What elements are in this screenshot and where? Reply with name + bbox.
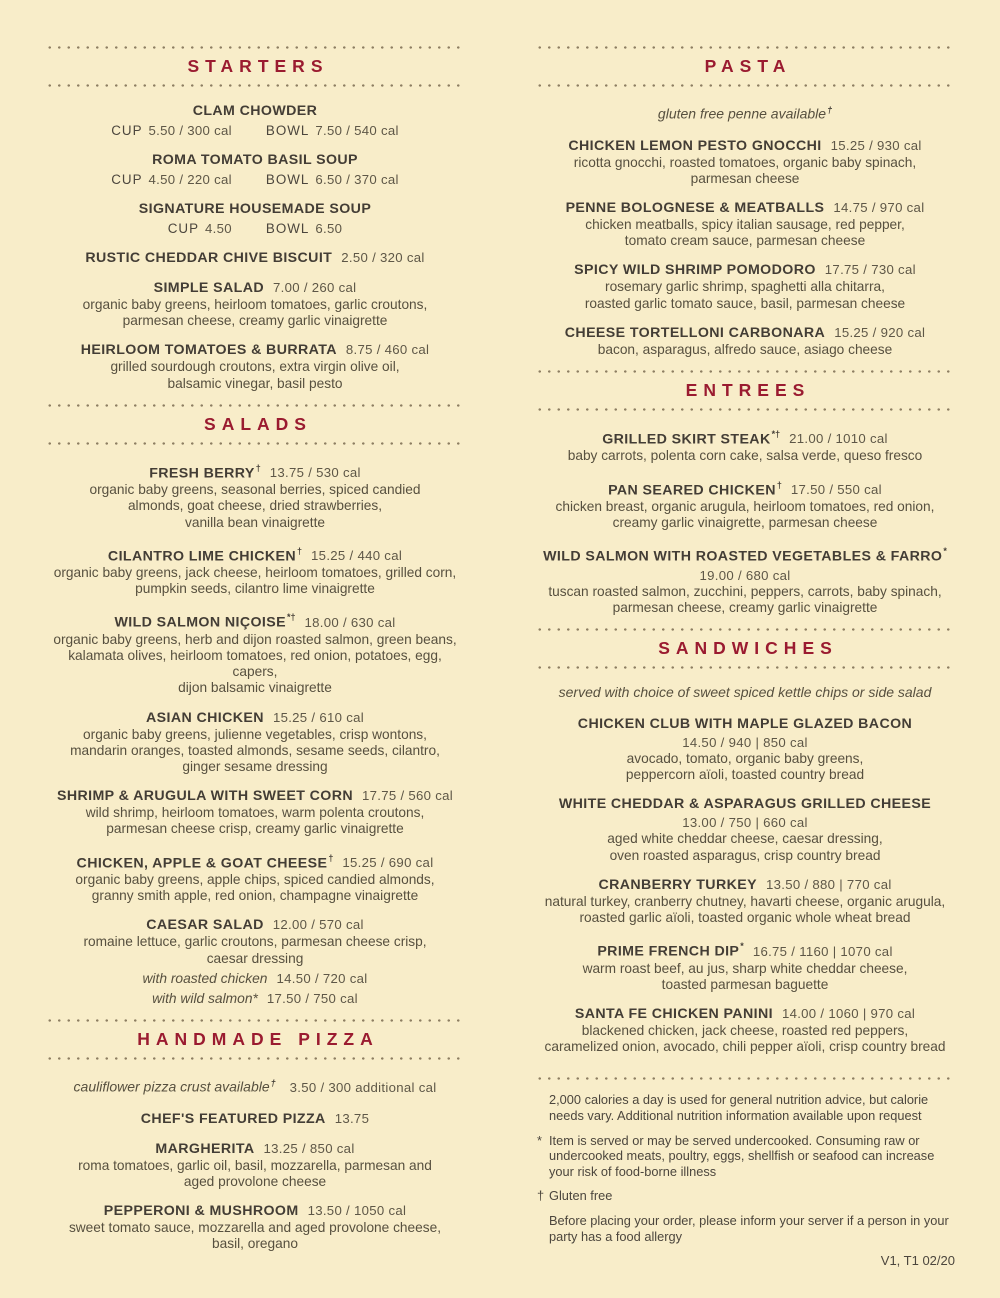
item-price: 16.75 / 1160 | 1070 cal: [752, 943, 893, 959]
menu-item: [535, 324, 955, 358]
item-price: 14.75 / 970 cal: [833, 200, 925, 216]
menu-item: [45, 102, 465, 139]
size-price: 6.50: [315, 221, 343, 236]
item-name: PAN SEARED CHICKEN: [608, 481, 776, 498]
item-description-line: organic baby greens, apple chips, spiced candied almonds,: [75, 871, 435, 887]
item-footnote-mark: †: [297, 545, 303, 556]
size-price: 4.50 / 220 cal: [148, 172, 232, 187]
item-description-line: ginger sesame dressing: [182, 759, 328, 775]
item-description-line: natural turkey, cranberry chutney, havarti cheese, organic arugula,: [544, 893, 946, 909]
menu-item: [535, 543, 955, 616]
item-description-line: pumpkin seeds, cilantro lime vinaigrette: [135, 581, 375, 597]
item-name: SHRIMP & ARUGULA WITH SWEET CORN: [56, 788, 353, 805]
footnote: [535, 1213, 955, 1244]
item-price: 13.25 / 850 cal: [263, 1140, 355, 1156]
item-description-line: romaine lettuce, garlic croutons, parmesan cheese crisp,: [83, 934, 427, 950]
item-name: PEPPERONI & MUSHROOM: [103, 1203, 299, 1220]
item-name: WHITE CHEDDAR & ASPARAGUS GRILLED CHEESE: [558, 796, 932, 813]
item-price: 17.50 / 550 cal: [790, 481, 882, 497]
item-description-line: sweet tomato sauce, mozzarella and aged provolone cheese,: [68, 1220, 442, 1236]
section-title: STARTERS: [187, 56, 329, 76]
item-headline: [535, 261, 955, 279]
item-name: CHEESE TORTELLONI CARBONARA: [564, 324, 826, 341]
item-description-line: aged provolone cheese: [183, 1174, 327, 1190]
column-left: [45, 46, 465, 1268]
item-headline: [535, 1005, 955, 1023]
item-description-line: chicken meatballs, spicy italian sausage, red pepper,: [585, 217, 905, 233]
dotted-rule: [535, 46, 955, 49]
item-price: 15.25 / 920 cal: [834, 324, 926, 340]
item-description-line: baby carrots, polenta corn cake, salsa verde, queso fresco: [567, 448, 923, 464]
item-name: PENNE BOLOGNESE & MEATBALLS: [565, 200, 825, 217]
size-option: [266, 122, 399, 139]
item-price: 13.50 / 1050 cal: [307, 1203, 407, 1219]
item-price-line: 14.50 / 940 | 850 cal: [682, 735, 808, 751]
section-header: [535, 46, 955, 87]
menu-item: [535, 199, 955, 249]
item-description-line: roma tomatoes, garlic oil, basil, mozzarella, parmesan and: [78, 1157, 432, 1173]
item-description-line: wild shrimp, heirloom tomatoes, warm polenta croutons,: [85, 805, 425, 821]
section-header: [535, 628, 955, 669]
item-description-line: almonds, goat cheese, dried strawberries,: [127, 498, 383, 514]
item-name: SANTA FE CHICKEN PANINI: [574, 1006, 773, 1023]
section-title: HANDMADE PIZZA: [137, 1029, 379, 1050]
item-price: 2.50 / 320 cal: [341, 250, 425, 265]
item-description-line: rosemary garlic shrimp, spaghetti alla chitarra,: [605, 279, 885, 295]
item-price: 17.75 / 560 cal: [361, 788, 454, 804]
menu-section: [535, 370, 955, 616]
footer-notes: [535, 1077, 955, 1268]
menu-item: [535, 795, 955, 863]
footnote: [535, 1133, 955, 1180]
item-description-line: ricotta gnocchi, roasted tomatoes, organic baby spinach,: [573, 154, 917, 170]
section-note-mark: †: [827, 105, 833, 115]
item-footnote-mark: †: [255, 462, 261, 473]
item-headline: [45, 460, 465, 482]
section-header: [45, 404, 465, 445]
item-footnote-mark: *: [943, 546, 947, 557]
item-description-line: parmesan cheese crisp, creamy garlic vinaigrette: [106, 821, 404, 837]
footnote-text: 2,000 calories a day is used for general nutrition advice, but calorie needs vary. Additional nutrition information available upon request: [549, 1092, 929, 1124]
dotted-rule: [45, 1057, 465, 1060]
item-description-line: vanilla bean vinaigrette: [184, 514, 325, 530]
option-price: 14.50 / 720 cal: [276, 970, 368, 986]
menu-item: [45, 609, 465, 696]
menu-item: [535, 426, 955, 465]
item-description-line: parmesan cheese, creamy garlic vinaigrette: [612, 599, 878, 615]
item-headline: [535, 137, 955, 155]
size-label: BOWL: [265, 221, 310, 236]
item-description-line: creamy garlic vinaigrette, parmesan cheese: [612, 515, 878, 531]
menu-section: [45, 1019, 465, 1252]
item-footnote-mark: *†: [771, 429, 781, 440]
section-note: [535, 102, 955, 123]
item-description-line: chicken breast, organic arugula, heirloom tomatoes, red onion,: [555, 498, 935, 514]
item-size-options: [45, 171, 465, 188]
item-headline: [45, 916, 465, 934]
item-description-line: oven roasted asparagus, crisp country bread: [609, 847, 881, 863]
item-price: 12.00 / 570 cal: [272, 917, 364, 933]
menu-item: [45, 249, 465, 267]
menu-item: [45, 787, 465, 837]
menu-item: [45, 1140, 465, 1190]
size-option: [111, 171, 232, 188]
item-description-line: blackened chicken, jack cheese, roasted red peppers,: [581, 1023, 909, 1039]
item-price: 8.75 / 460 cal: [345, 342, 430, 358]
item-headline: [535, 477, 955, 499]
section-note: [45, 1075, 465, 1096]
item-description-line: organic baby greens, herb and dijon roasted salmon, green beans,: [53, 631, 457, 647]
item-description-line: grilled sourdough croutons, extra virgin olive oil,: [110, 359, 400, 375]
item-price-line: 19.00 / 680 cal: [699, 567, 791, 583]
item-description-line: organic baby greens, jack cheese, heirloom tomatoes, grilled corn,: [53, 565, 457, 581]
item-description-line: kalamata olives, heirloom tomatoes, red onion, potatoes, egg, capers,: [68, 648, 442, 680]
footnote: [535, 1092, 955, 1123]
item-footnote-mark: *: [740, 941, 744, 952]
item-description-line: roasted garlic aïoli, toasted organic whole wheat bread: [579, 910, 911, 926]
dotted-rule: [535, 370, 955, 373]
item-headline: [45, 102, 465, 120]
item-headline: [535, 543, 955, 565]
item-price: 15.25 / 440 cal: [311, 548, 403, 564]
menu-item: [535, 261, 955, 311]
dotted-rule: [45, 404, 465, 407]
item-headline: [45, 151, 465, 169]
item-price: 13.50 / 880 | 770 cal: [765, 876, 892, 892]
item-name: SIGNATURE HOUSEMADE SOUP: [138, 201, 372, 217]
footnote: [535, 1188, 955, 1204]
item-name: WILD SALMON NIÇOISE: [114, 614, 286, 631]
item-headline: [45, 1140, 465, 1158]
item-description-line: bacon, asparagus, alfredo sauce, asiago cheese: [597, 341, 893, 357]
size-price: 6.50 / 370 cal: [315, 172, 399, 187]
footnote-text: Gluten free: [549, 1188, 613, 1204]
item-price: 13.75: [334, 1110, 370, 1126]
item-headline: [45, 850, 465, 872]
menu-item: [45, 151, 465, 188]
menu-item: [535, 477, 955, 532]
menu-item: [45, 1110, 465, 1128]
item-name: MARGHERITA: [155, 1140, 255, 1157]
dotted-rule: [45, 46, 465, 49]
item-name: ASIAN CHICKEN: [146, 709, 264, 726]
dotted-rule: [45, 1019, 465, 1022]
footnote-marker: [537, 1213, 549, 1244]
menu-item: [45, 850, 465, 905]
item-description-line: parmesan cheese: [690, 170, 800, 186]
item-name: SIMPLE SALAD: [153, 280, 265, 296]
footnote-text: Before placing your order, please inform your server if a person in your party has a food allergy: [549, 1213, 949, 1244]
item-name: CHICKEN LEMON PESTO GNOCCHI: [568, 137, 822, 154]
item-description-line: organic baby greens, heirloom tomatoes, garlic croutons,: [82, 297, 428, 312]
item-headline: [535, 426, 955, 448]
item-description-line: tuscan roasted salmon, zucchini, peppers, carrots, baby spinach,: [548, 583, 942, 599]
item-name: CHEF'S FEATURED PIZZA: [140, 1110, 326, 1127]
menu-item: [45, 200, 465, 237]
section-note-mark: †: [270, 1078, 276, 1089]
item-headline: [45, 1110, 465, 1128]
footnote-marker: *: [537, 1132, 542, 1148]
menu-item: [45, 543, 465, 598]
dotted-rule: [535, 1077, 955, 1080]
item-headline: [535, 876, 955, 894]
section-note-text: gluten free penne available: [657, 105, 827, 122]
item-description-line: granny smith apple, red onion, champagne vinaigrette: [91, 888, 419, 904]
section-note-price: 3.50 / 300 additional cal: [289, 1079, 437, 1095]
item-option: [45, 971, 465, 987]
item-description-line: roasted garlic tomato sauce, basil, parmesan cheese: [584, 295, 906, 311]
footnote-marker: †: [537, 1188, 545, 1204]
item-name: CLAM CHOWDER: [192, 103, 318, 119]
option-price: 17.50 / 750 cal: [266, 990, 358, 1006]
item-price: 17.75 / 730 cal: [824, 262, 916, 278]
menu-item: [535, 1005, 955, 1055]
item-headline: [45, 200, 465, 218]
size-price: 5.50 / 300 cal: [148, 123, 232, 138]
item-description-line: organic baby greens, seasonal berries, spiced candied: [89, 482, 421, 498]
item-size-options: [45, 122, 465, 139]
option-label: with roasted chicken: [142, 970, 268, 986]
item-name: RUSTIC CHEDDAR CHIVE BISCUIT: [85, 250, 333, 266]
size-option: [168, 220, 232, 237]
menu-section: [45, 46, 465, 392]
item-description-line: warm roast beef, au jus, sharp white cheddar cheese,: [582, 960, 908, 976]
item-footnote-mark: †: [328, 852, 334, 863]
item-price: 15.25 / 610 cal: [272, 709, 364, 725]
item-description-line: aged white cheddar cheese, caesar dressing,: [607, 831, 883, 847]
section-header: [535, 370, 955, 411]
item-headline: [45, 341, 465, 359]
item-price: 14.00 / 1060 | 970 cal: [781, 1006, 916, 1022]
item-description-line: tomato cream sauce, parmesan cheese: [624, 233, 866, 249]
item-name: GRILLED SKIRT STEAK: [602, 431, 771, 448]
item-name: CAESAR SALAD: [146, 917, 264, 934]
item-description-line: caesar dressing: [206, 950, 304, 966]
size-label: BOWL: [265, 172, 310, 187]
section-note: [535, 684, 955, 701]
item-price: 7.00 / 260 cal: [273, 280, 357, 295]
item-name: ROMA TOMATO BASIL SOUP: [152, 152, 358, 168]
item-name: CHICKEN, APPLE & GOAT CHEESE: [76, 854, 328, 871]
item-headline: [535, 715, 955, 733]
item-footnote-mark: †: [776, 479, 782, 490]
item-description-line: avocado, tomato, organic baby greens,: [626, 751, 864, 767]
item-size-options: [45, 220, 465, 237]
item-name: HEIRLOOM TOMATOES & BURRATA: [80, 342, 337, 359]
size-option: [266, 171, 399, 188]
menu-item: [45, 341, 465, 391]
menu-section: [535, 628, 955, 1055]
item-description-line: toasted parmesan baguette: [661, 976, 829, 992]
item-price: 13.75 / 530 cal: [269, 465, 361, 481]
size-label: BOWL: [265, 123, 310, 138]
item-price: 18.00 / 630 cal: [304, 614, 396, 630]
item-description-line: mandarin oranges, toasted almonds, sesame seeds, cilantro,: [70, 742, 440, 758]
dotted-rule: [535, 408, 955, 411]
menu-item: [535, 715, 955, 783]
item-name: CHICKEN CLUB WITH MAPLE GLAZED BACON: [577, 716, 913, 733]
section-note-text: served with choice of sweet spiced kettle chips or side salad: [558, 684, 932, 701]
menu-item: [535, 876, 955, 926]
menu-section: [535, 46, 955, 358]
menu-item: [535, 938, 955, 993]
item-headline: [45, 787, 465, 805]
item-name: CILANTRO LIME CHICKEN: [107, 548, 297, 565]
section-title: PASTA: [704, 56, 792, 76]
item-name: WILD SALMON WITH ROASTED VEGETABLES & FARRO: [543, 548, 943, 565]
size-label: CUP: [111, 172, 143, 187]
item-headline: [45, 609, 465, 631]
item-headline: [45, 1202, 465, 1220]
section-title: SANDWICHES: [658, 638, 838, 659]
item-price: 21.00 / 1010 cal: [789, 431, 888, 447]
menu-item: [45, 279, 465, 329]
item-price-line: 13.00 / 750 | 660 cal: [682, 815, 808, 831]
item-headline: [45, 249, 465, 267]
dotted-rule: [535, 666, 955, 669]
dotted-rule: [535, 628, 955, 631]
menu-section: [45, 404, 465, 1007]
item-name: PRIME FRENCH DIP: [597, 943, 740, 960]
size-label: CUP: [167, 221, 200, 236]
size-price: 4.50: [205, 221, 232, 236]
item-price: 15.25 / 930 cal: [830, 137, 922, 153]
item-headline: [535, 795, 955, 813]
item-headline: [45, 709, 465, 727]
menu-item: [45, 1202, 465, 1252]
menu-item: [45, 916, 465, 1007]
menu-version: V1, T1 02/20: [880, 1253, 955, 1269]
item-footnote-mark: *†: [287, 612, 296, 623]
item-description-line: peppercorn aïoli, toasted country bread: [625, 767, 865, 783]
item-name: FRESH BERRY: [149, 465, 255, 482]
item-headline: [45, 279, 465, 297]
section-title: ENTREES: [685, 380, 811, 401]
item-headline: [535, 199, 955, 217]
section-header: [45, 46, 465, 87]
item-description-line: organic baby greens, julienne vegetables, crisp wontons,: [83, 726, 427, 742]
menu-item: [535, 137, 955, 187]
size-option: [111, 122, 232, 139]
item-price: 15.25 / 690 cal: [342, 854, 434, 870]
item-headline: [535, 938, 955, 960]
menu-item: [45, 460, 465, 531]
item-description-line: caramelized onion, avocado, chili pepper aïoli, crisp country bread: [544, 1039, 946, 1055]
size-price: 7.50 / 540 cal: [315, 123, 399, 138]
footnote-text: Item is served or may be served undercooked. Consuming raw or undercooked meats, poultry, eggs, shellfish or seafood can increase your risk of food-borne illness: [549, 1132, 935, 1179]
dotted-rule: [45, 442, 465, 445]
size-label: CUP: [111, 123, 143, 138]
item-description-line: balsamic vinegar, basil pesto: [167, 375, 343, 391]
menu-item: [45, 709, 465, 776]
dotted-rule: [45, 84, 465, 87]
dotted-rule: [535, 84, 955, 87]
item-headline: [45, 543, 465, 565]
item-option: [45, 991, 465, 1007]
item-description-line: parmesan cheese, creamy garlic vinaigrette: [122, 313, 388, 329]
size-option: [266, 220, 342, 237]
item-name: CRANBERRY TURKEY: [598, 876, 757, 893]
item-headline: [535, 324, 955, 342]
item-description-line: basil, oregano: [212, 1236, 298, 1252]
footnote-marker: [537, 1092, 549, 1123]
column-right: [535, 46, 955, 1268]
section-header: [45, 1019, 465, 1060]
section-title: SALADS: [204, 413, 312, 434]
item-name: SPICY WILD SHRIMP POMODORO: [574, 262, 816, 279]
item-description-line: dijon balsamic vinaigrette: [178, 680, 332, 696]
section-note-text: cauliflower pizza crust available: [73, 1078, 270, 1095]
option-label: with wild salmon*: [152, 990, 258, 1006]
